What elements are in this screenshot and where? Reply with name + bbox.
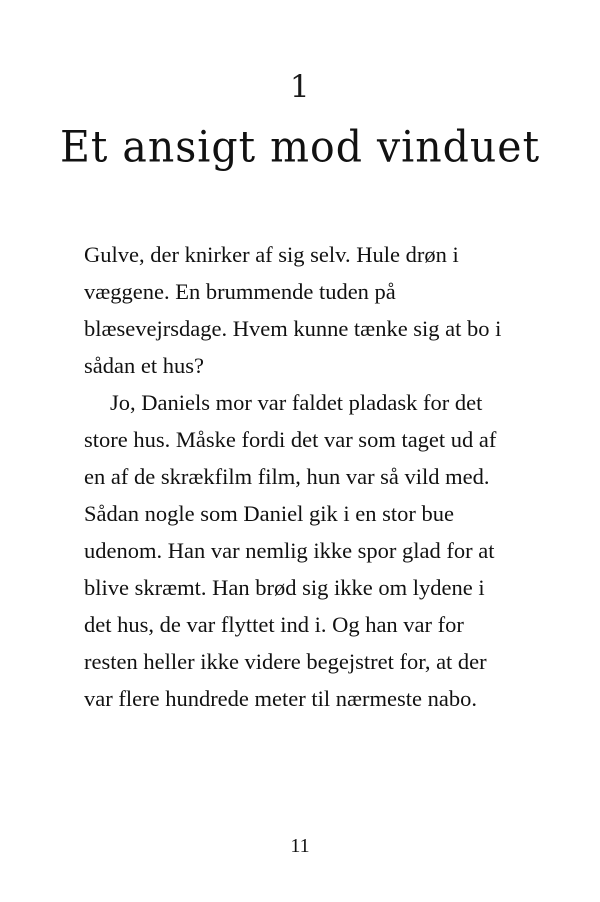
paragraph: Gulve, der knirker af sig selv. Hule drøn i væggene. En brummende tuden på blæsevejrsdage. Hvem kunne tænke sig at bo i sådan et hus? [84, 242, 502, 379]
chapter-title: Et ansigt mod vinduet [59, 122, 541, 172]
book-page [0, 69, 600, 902]
page-number: 11 [290, 835, 310, 857]
body-text [84, 170, 516, 717]
chapter-number: 1 [289, 69, 311, 105]
paragraph: Jo, Daniels mor var faldet pladask for det store hus. Måske fordi det var som taget ud af en af de skrækfilm film, hun var så vild med. Sådan nogle som Daniel gik i en stor bue udenom. Han var nemlig ikke spor glad for at blive skræmt. Han brød sig ikke om lydene i det hus, de var flyttet ind i. Og han var for resten heller ikke videre begejstret for, at der var flere hundrede meter til nærmeste nabo. [84, 390, 497, 712]
